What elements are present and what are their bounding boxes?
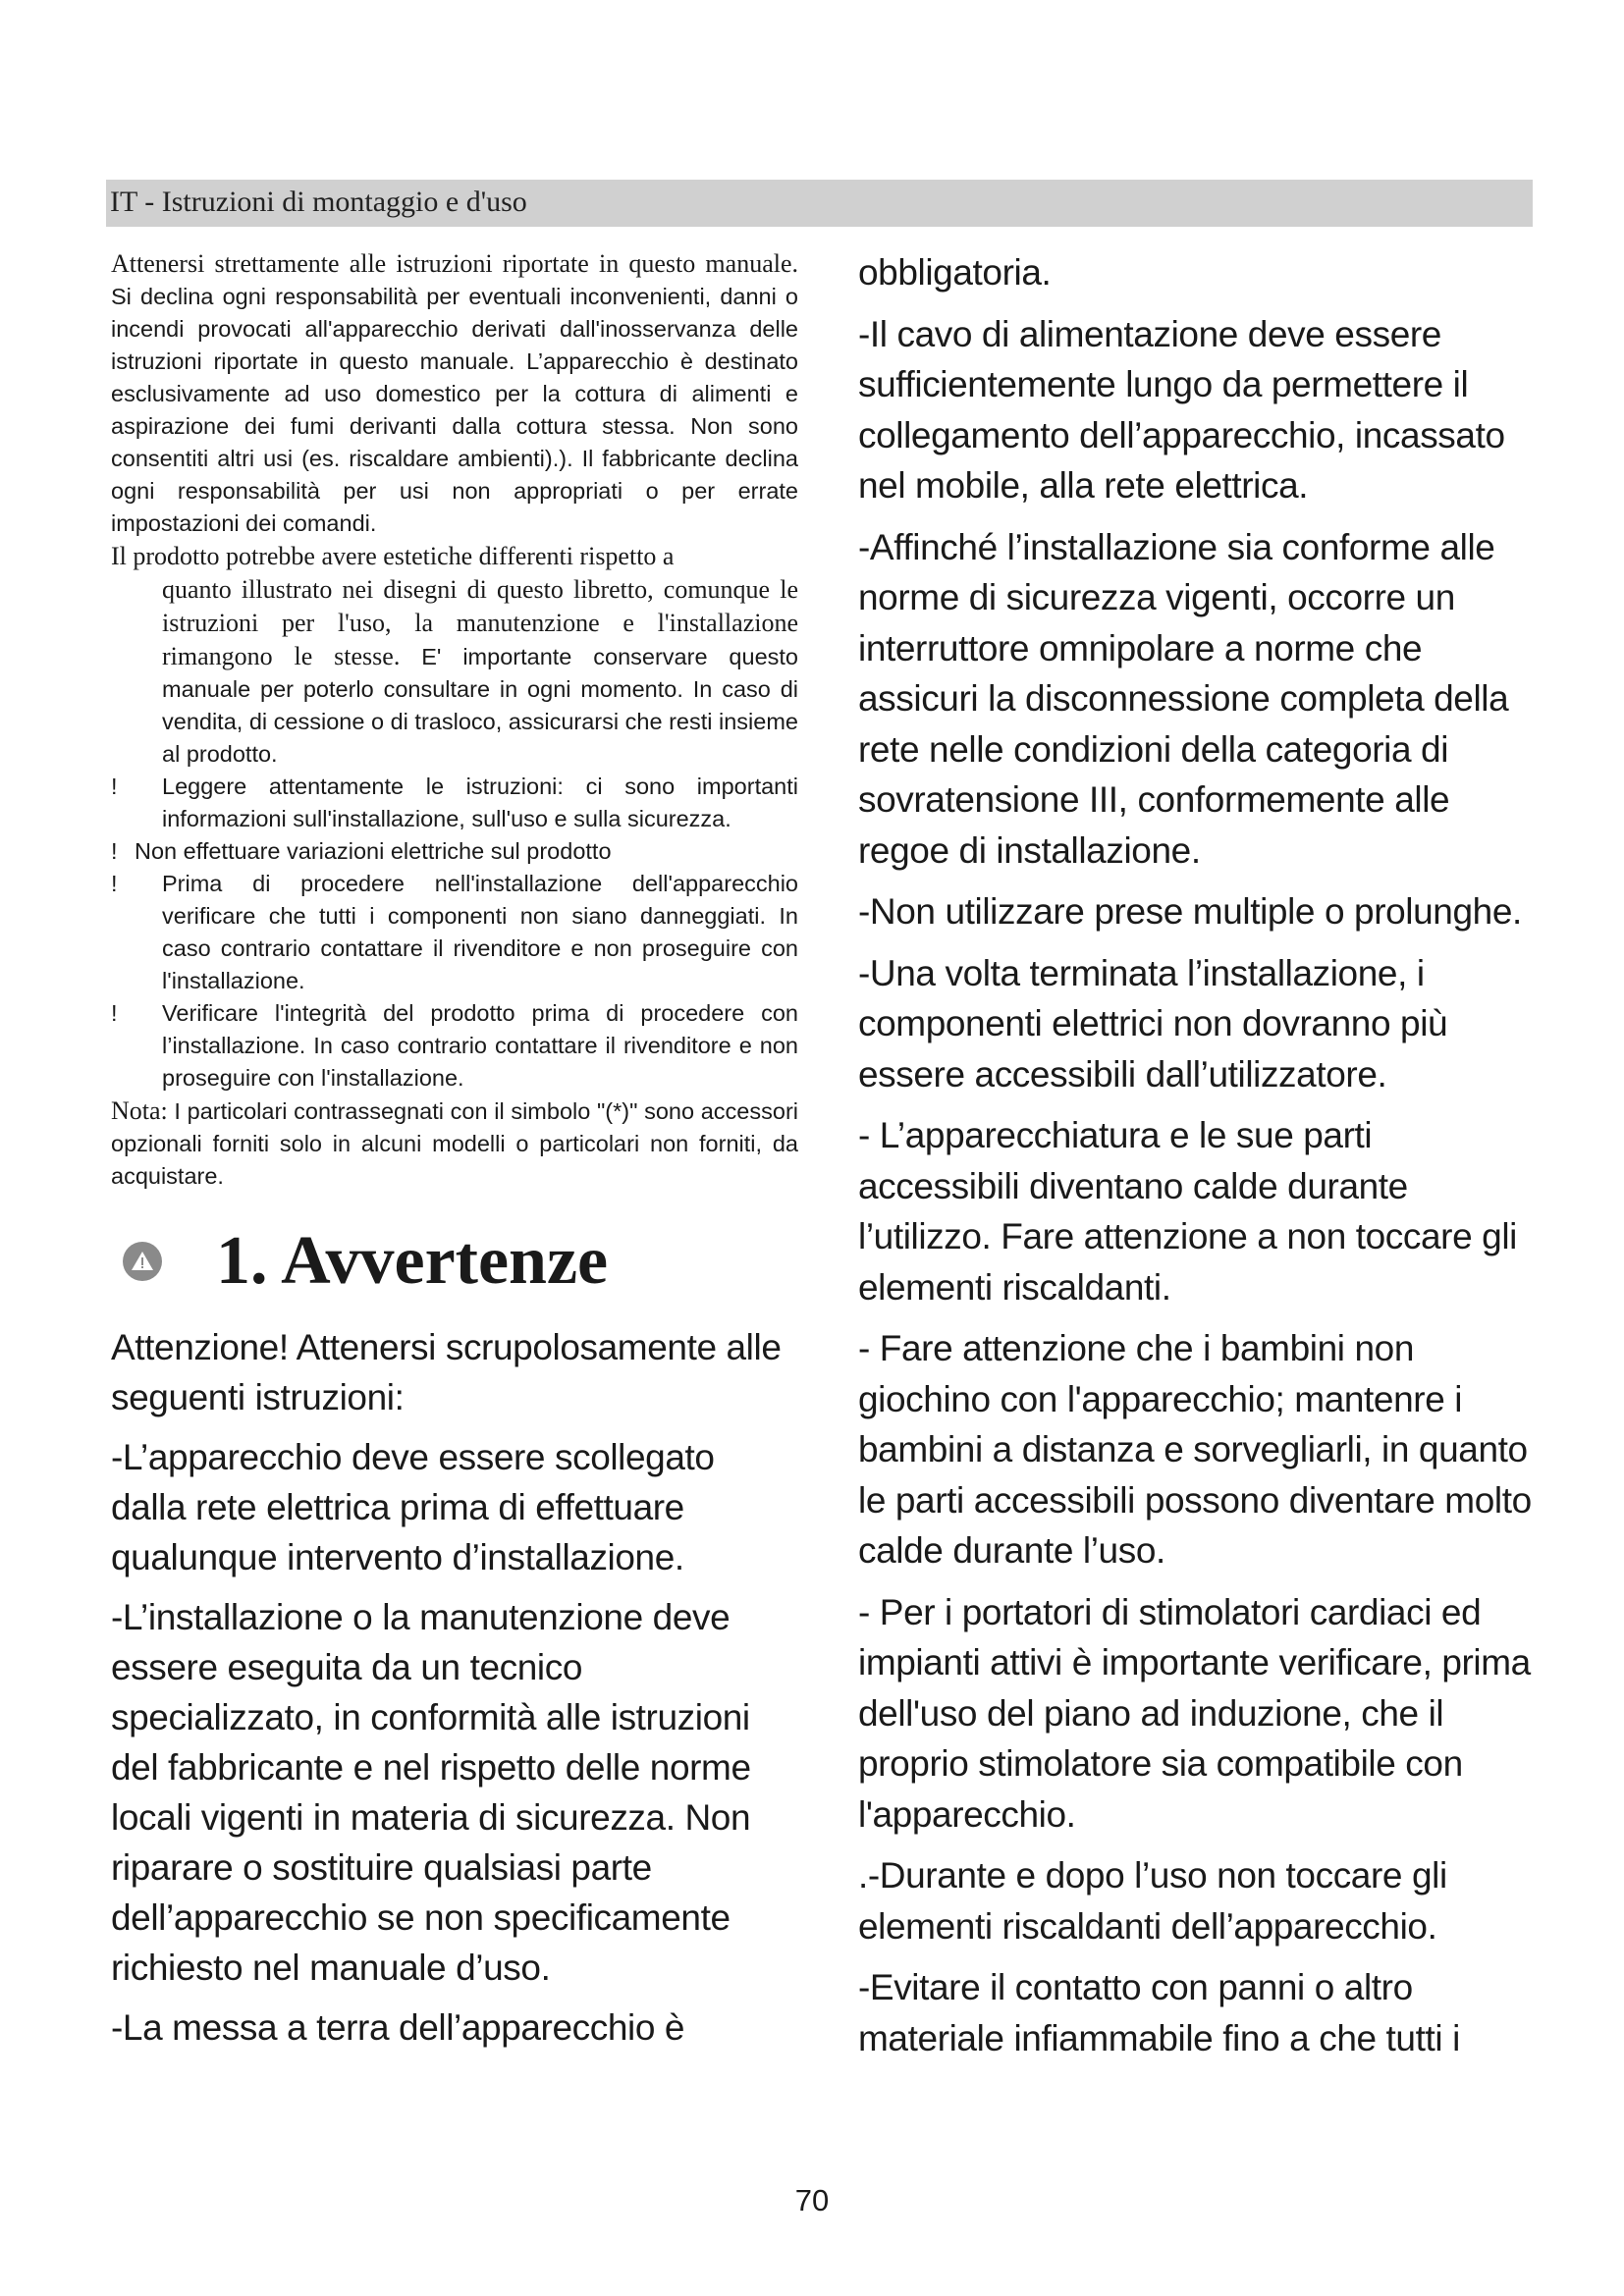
warning-text: Verificare l'integrità del prodotto prima di procedere con l’installazione. In caso contrario contattare il rivenditore e non proseguire con l'installazione. [162, 1000, 798, 1091]
right-paragraph-bambini: - Fare attenzione che i bambini non giochino con l'apparecchio; mantenre i bambini a distanza e sorvegliarli, in quanto le parti accessibili possono diventare molto calde durante l’uso. [858, 1328, 1532, 1571]
warning-triangle-icon [123, 1242, 162, 1281]
right-paragraph-stimolatori: - Per i portatori di stimolatori cardiaci ed impianti attivi è importante verificare, prima dell'uso del piano ad induzione, che il proprio stimolatore sia compatibile con l'apparecchio. [858, 1591, 1531, 1835]
exclamation-mark: ! [111, 838, 118, 864]
right-paragraph-parti-calde: - L’apparecchiatura e le sue parti accessibili diventano calde durante l’utilizzo. Fare attenzione a non toccare gli elementi riscaldanti. [858, 1115, 1517, 1308]
warning-list [111, 771, 798, 1095]
header-title: IT - Istruzioni di montaggio e d'uso [110, 186, 527, 218]
warning-item [111, 835, 798, 868]
left-column [111, 247, 798, 2053]
right-paragraph-obbligatoria: obbligatoria. [858, 252, 1052, 293]
right-column [858, 247, 1536, 2063]
left-paragraph-attenzione: Attenzione! Attenersi scrupolosamente alle seguenti istruzioni: [111, 1327, 782, 1417]
exclamation-mark: ! [111, 774, 118, 799]
warning-text: Non effettuare variazioni elettriche sul prodotto [135, 838, 612, 864]
note-text: I particolari contrassegnati con il simbolo "(*)" sono accessori opzionali forniti solo in alcuni modelli o particolari non forniti, da acquistare. [111, 1098, 798, 1189]
warning-item [111, 997, 798, 1095]
left-paragraph-messa-a-terra: -La messa a terra dell’apparecchio è [111, 2007, 685, 2048]
note-label: Nota: [111, 1096, 168, 1125]
intro-paragraph [111, 247, 798, 540]
right-paragraph-non-toccare: .-Durante e dopo l’uso non toccare gli elementi riscaldanti dell’apparecchio. [858, 1855, 1447, 1947]
product-paragraph-indent [111, 573, 798, 771]
section-heading [111, 1214, 798, 1308]
right-paragraph-prese-multiple: -Non utilizzare prese multiple o prolunghe. [858, 891, 1522, 932]
warning-item [111, 771, 798, 835]
left-paragraph-installazione: -L’installazione o la manutenzione deve essere eseguita da un tecnico specializzato, in conformità alle istruzioni del fabbricante e nel rispetto delle norme locali vigenti in materia di sicurezza. Non riparare o sostituire qualsiasi parte dell’apparecchio se non specificamente richiesto nel manuale d’uso. [111, 1597, 751, 1988]
product-paragraph-serif: quanto illustrato nei disegni di questo libretto, comunque le istruzioni per l'uso, la manutenzione e l'installazione rimangono le stesse. [162, 575, 798, 670]
right-paragraph-infiammabile: -Evitare il contatto con panni o altro materiale infiammabile fino a che tutti i [858, 1967, 1460, 2058]
warning-text: Leggere attentamente le istruzioni: ci sono importanti informazioni sull'installazione, sull'uso e sulla sicurezza. [162, 774, 798, 831]
exclamation-mark: ! [111, 871, 118, 896]
left-paragraph-scollegato: -L’apparecchio deve essere scollegato dalla rete elettrica prima di effettuare qualunque intervento d’installazione. [111, 1437, 715, 1577]
intro-paragraph-rest: Si declina ogni responsabilità per eventuali inconvenienti, danni o incendi provocati all'apparecchio derivati dall'inosservanza delle istruzioni riportate in questo manuale. L’apparecchio è destinato esclusivamente ad uso domestico per la cottura di alimenti e aspirazione dei fumi derivanti dalla cottura stessa. Non sono consentiti altri usi (es. riscaldare ambienti).). Il fabbricante declina ogni responsabilità per usi non appropriati o per errate impostazioni dei comandi. [111, 284, 798, 536]
product-paragraph [111, 540, 798, 771]
exclamation-mark: ! [111, 1000, 118, 1026]
intro-paragraph-start: Attenersi strettamente alle istruzioni riportate in questo manuale. [111, 249, 798, 278]
warning-text: Prima di procedere nell'installazione dell'apparecchio verificare che tutti i componenti non siano danneggiati. In caso contrario contattare il rivenditore e non proseguire con l'installazione. [162, 871, 798, 993]
section-title: 1. Avvertenze [216, 1223, 609, 1299]
warning-item [111, 868, 798, 997]
header-bar [106, 180, 1533, 227]
right-paragraph-componenti-elettrici: -Una volta terminata l’installazione, i componenti elettrici non dovranno più essere accessibili dall’utilizzatore. [858, 952, 1448, 1095]
product-paragraph-line1: Il prodotto potrebbe avere estetiche differenti rispetto a [111, 542, 675, 570]
right-paragraph-cavo: -Il cavo di alimentazione deve essere sufficientemente lungo da permettere il collegamento dell’apparecchio, incassato nel mobile, alla rete elettrica. [858, 313, 1505, 506]
note-paragraph [111, 1095, 798, 1193]
page-number: 70 [794, 2183, 830, 2217]
right-paragraph-interruttore: -Affinché l’installazione sia conforme alle norme di sicurezza vigenti, occorre un interruttore omnipolare a norme che assicuri la disconnessione completa della rete nelle condizioni della categoria di sovratensione III, conformemente alle regoe di installazione. [858, 526, 1509, 871]
product-paragraph-sans: E' importante conservare questo manuale per poterlo consultare in ogni momento. In caso di vendita, di cessione o di trasloco, assicurarsi che resti insieme al prodotto. [162, 644, 798, 767]
